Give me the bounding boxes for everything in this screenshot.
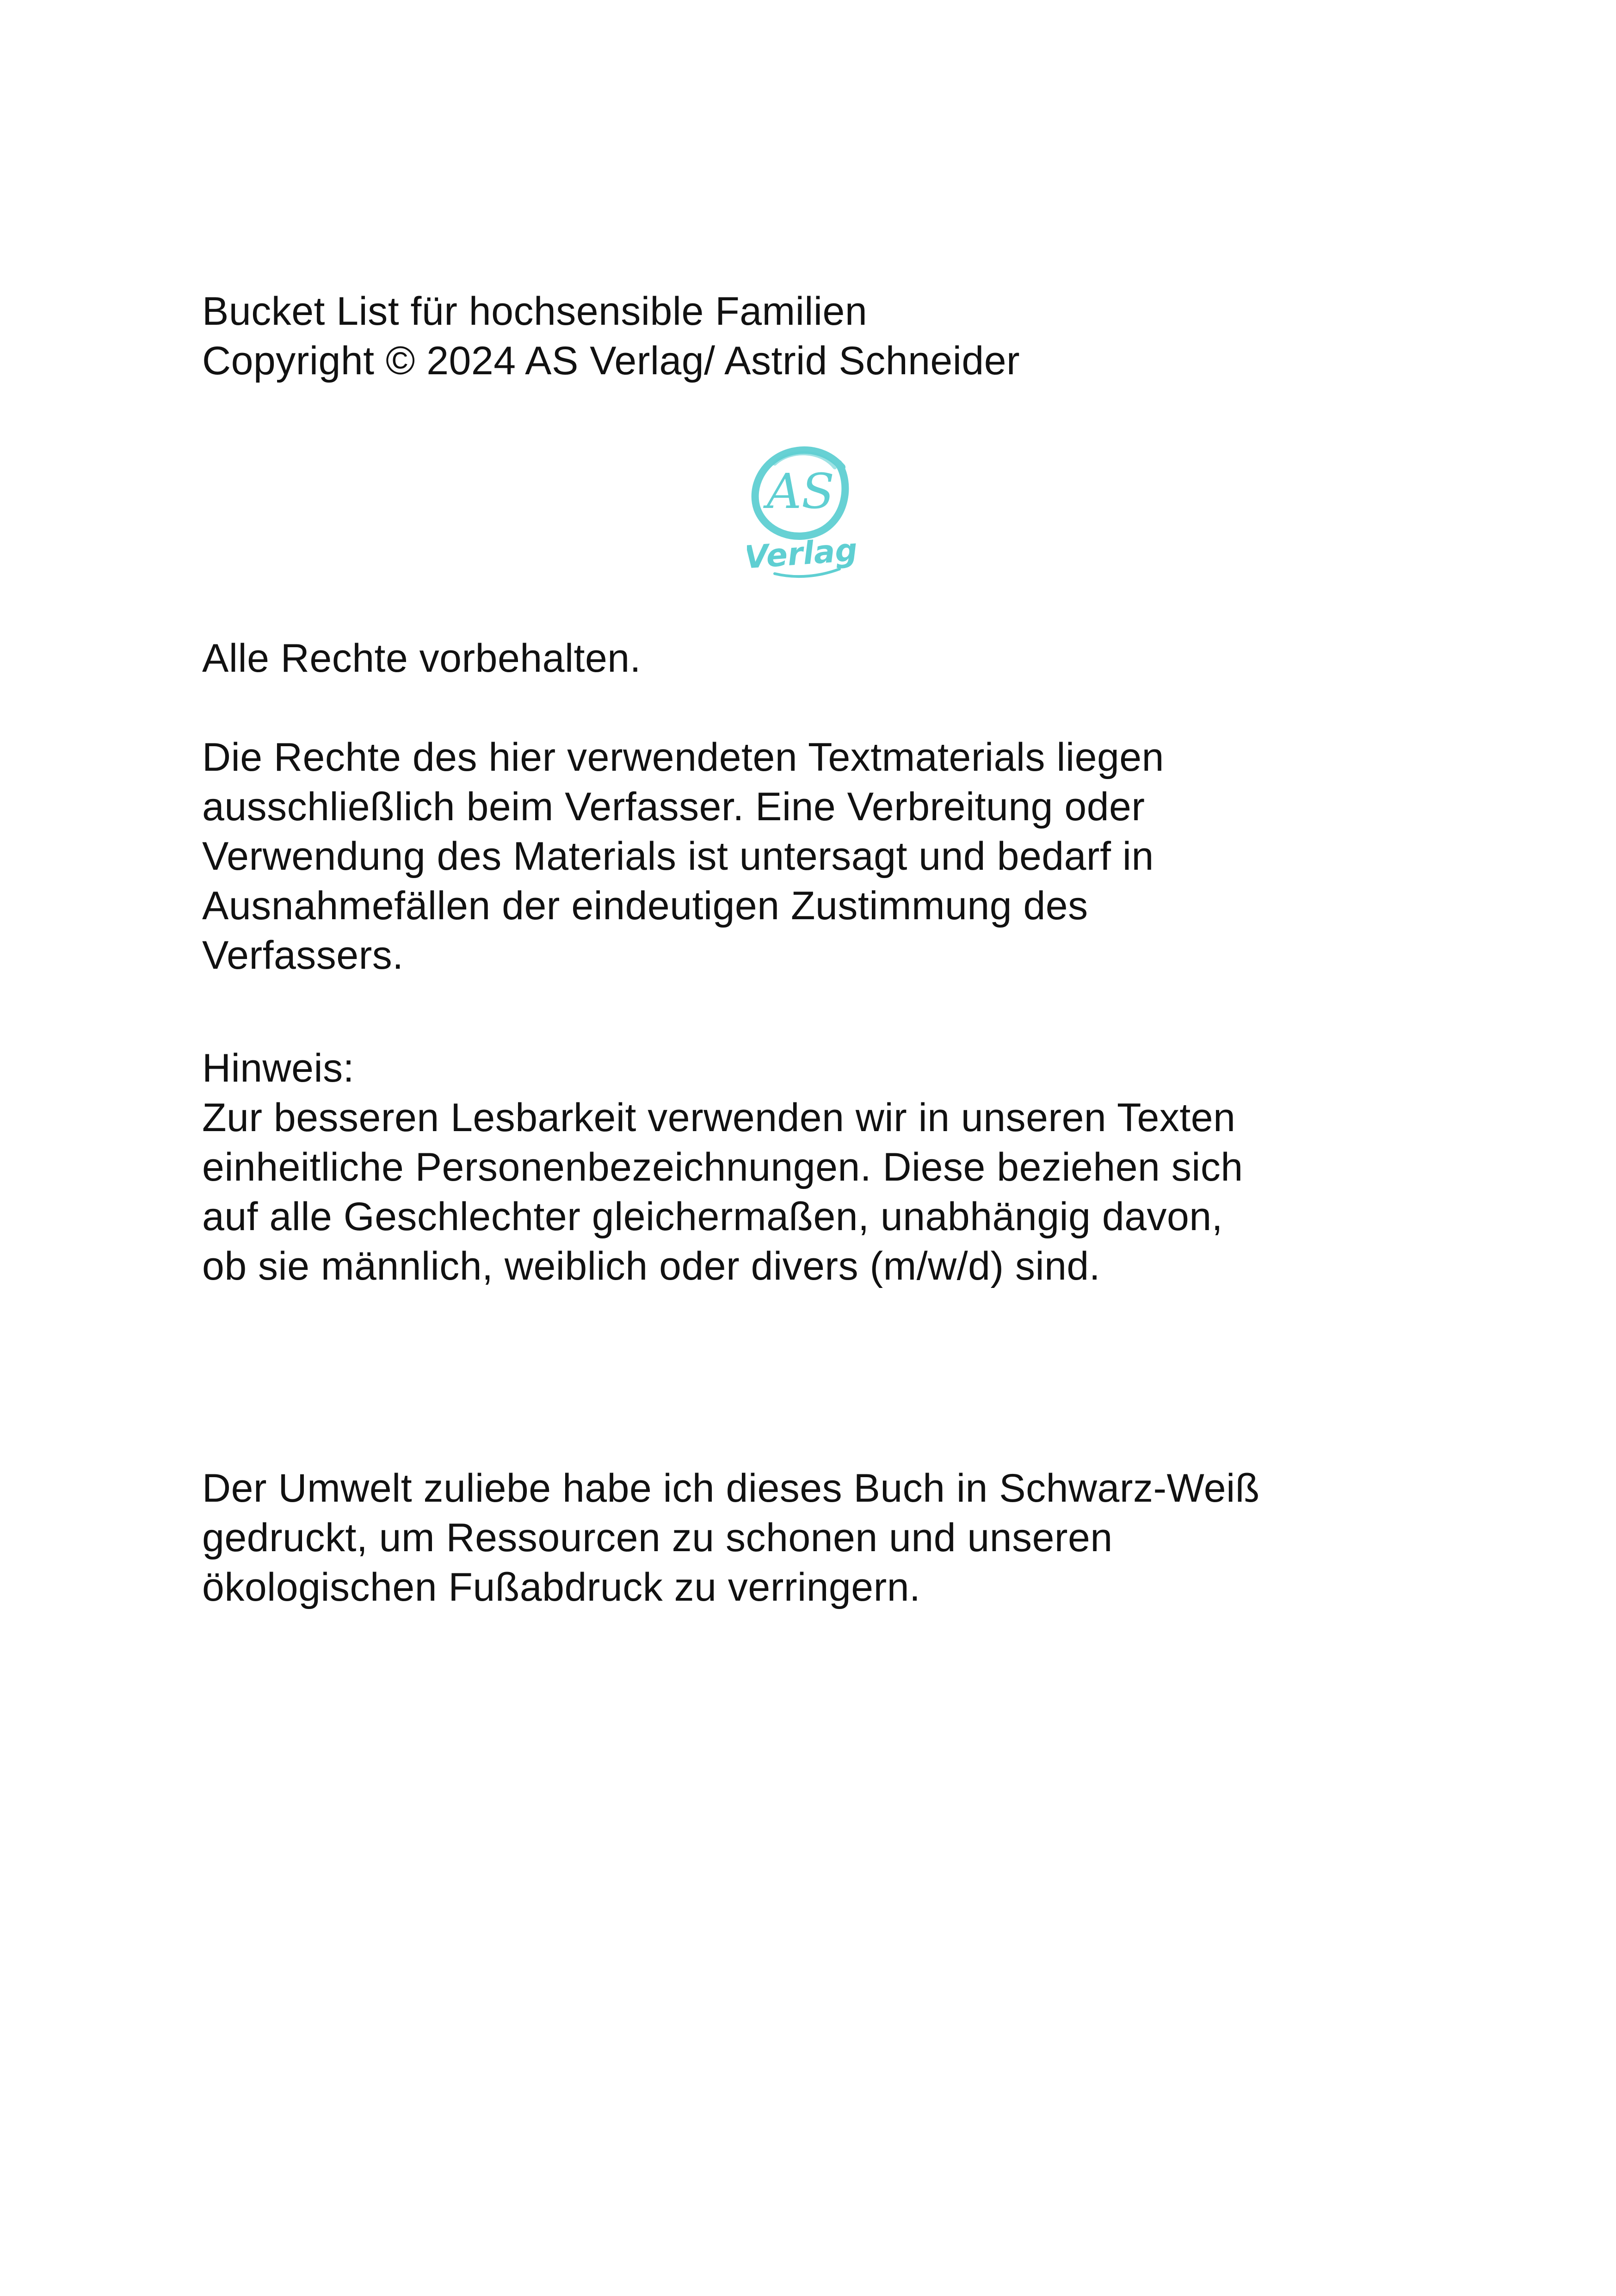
- copyright-notice: Copyright © 2024 AS Verlag/ Astrid Schneider: [202, 339, 1020, 383]
- title-block: [202, 287, 1451, 386]
- rights-line: Verfassers.: [202, 933, 404, 978]
- environment-line: gedruckt, um Ressourcen zu schonen und unseren: [202, 1516, 1113, 1560]
- rights-paragraph: [202, 733, 1451, 980]
- note-paragraph: [202, 1044, 1451, 1291]
- book-title: Bucket List für hochsensible Familien: [202, 289, 868, 334]
- rights-statement-block: [202, 634, 1451, 683]
- rights-line: Die Rechte des hier verwendeten Textmaterials liegen: [202, 735, 1164, 780]
- note-line: ob sie männlich, weiblich oder divers (m/w/d) sind.: [202, 1244, 1101, 1288]
- rights-line: Verwendung des Materials ist untersagt und bedarf in: [202, 834, 1154, 879]
- environment-line: ökologischen Fußabdruck zu verringern.: [202, 1565, 921, 1609]
- logo-initials: AS: [766, 463, 835, 520]
- note-heading: Hinweis:: [202, 1046, 354, 1090]
- rights-statement: Alle Rechte vorbehalten.: [202, 636, 641, 681]
- note-line: auf alle Geschlechter gleichermaßen, unabhängig davon,: [202, 1194, 1223, 1239]
- note-line: Zur besseren Lesbarkeit verwenden wir in unseren Texten: [202, 1095, 1236, 1140]
- note-line: einheitliche Personenbezeichnungen. Diese beziehen sich: [202, 1145, 1243, 1189]
- publisher-logo: [747, 435, 858, 588]
- rights-line: ausschließlich beim Verfasser. Eine Verbreitung oder: [202, 785, 1145, 829]
- rights-line: Ausnahmefällen der eindeutigen Zustimmung des: [202, 884, 1088, 928]
- as-verlag-logo-icon: [747, 435, 858, 588]
- environment-line: Der Umwelt zuliebe habe ich dieses Buch in Schwarz-Weiß: [202, 1466, 1260, 1510]
- logo-word: Verlag: [747, 532, 858, 576]
- environment-paragraph: [202, 1464, 1451, 1612]
